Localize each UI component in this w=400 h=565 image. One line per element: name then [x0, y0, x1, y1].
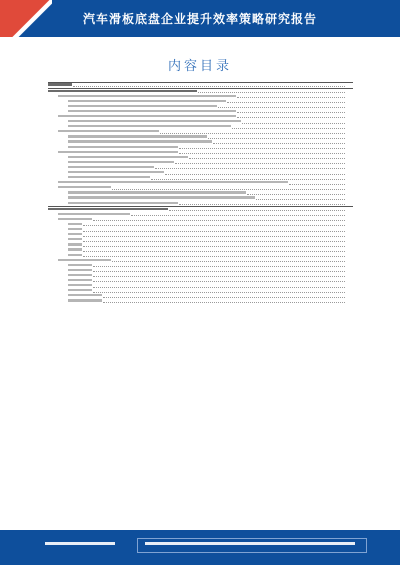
- toc-leader-dots: [103, 302, 345, 303]
- toc-leader-dots: [179, 148, 345, 149]
- toc-leader-dots: [169, 210, 345, 211]
- footer-slogan-box: [137, 538, 367, 553]
- toc-entry-label: [68, 299, 102, 304]
- toc-leader-dots: [93, 271, 345, 272]
- toc-leader-dots: [93, 287, 345, 288]
- toc-leader-dots: [160, 133, 345, 134]
- toc-leader-dots: [93, 220, 345, 221]
- toc-leader-dots: [289, 184, 345, 185]
- toc-leader-dots: [103, 297, 345, 298]
- toc-leader-dots: [237, 97, 345, 98]
- toc-leader-dots: [73, 86, 345, 87]
- toc-leader-dots: [218, 107, 345, 108]
- toc-leader-dots: [93, 292, 345, 293]
- toc-leader-dots: [256, 199, 345, 200]
- toc-leader-dots: [237, 117, 345, 118]
- header-banner: [0, 0, 400, 37]
- toc-leader-dots: [198, 92, 345, 93]
- footer-text-line: [145, 542, 355, 545]
- footer-banner: [0, 530, 400, 565]
- toc-leader-dots: [83, 256, 345, 257]
- toc-leader-dots: [242, 123, 345, 124]
- toc-leader-dots: [131, 215, 345, 216]
- toc-leader-dots: [112, 261, 345, 262]
- toc-leader-dots: [83, 225, 345, 226]
- toc-entry[interactable]: [48, 299, 353, 304]
- toc-leader-dots: [237, 112, 345, 113]
- toc-leader-dots: [93, 281, 345, 282]
- toc-leader-dots: [179, 153, 345, 154]
- toc-leader-dots: [93, 276, 345, 277]
- toc-leader-dots: [155, 168, 345, 169]
- toc-leader-dots: [189, 158, 345, 159]
- toc-leader-dots: [83, 251, 345, 252]
- toc-leader-dots: [83, 231, 345, 232]
- footer-text-line: [45, 542, 115, 545]
- table-of-contents: [48, 82, 353, 304]
- toc-leader-dots: [213, 143, 345, 144]
- toc-heading: 内容目录: [167, 59, 232, 74]
- toc-leader-dots: [93, 266, 345, 267]
- toc-leader-dots: [112, 189, 345, 190]
- report-title: 汽车滑板底盘企业提升效率策略研究报告: [82, 12, 317, 26]
- toc-leader-dots: [247, 194, 345, 195]
- toc-leader-dots: [179, 204, 345, 205]
- banner-accent-stripe: [0, 0, 52, 37]
- toc-leader-dots: [83, 241, 345, 242]
- toc-leader-dots: [175, 163, 345, 164]
- toc-leader-dots: [83, 236, 345, 237]
- toc-leader-dots: [232, 128, 345, 129]
- toc-leader-dots: [83, 246, 345, 247]
- toc-leader-dots: [165, 174, 345, 175]
- toc-leader-dots: [227, 102, 345, 103]
- toc-leader-dots: [151, 179, 345, 180]
- toc-leader-dots: [208, 138, 345, 139]
